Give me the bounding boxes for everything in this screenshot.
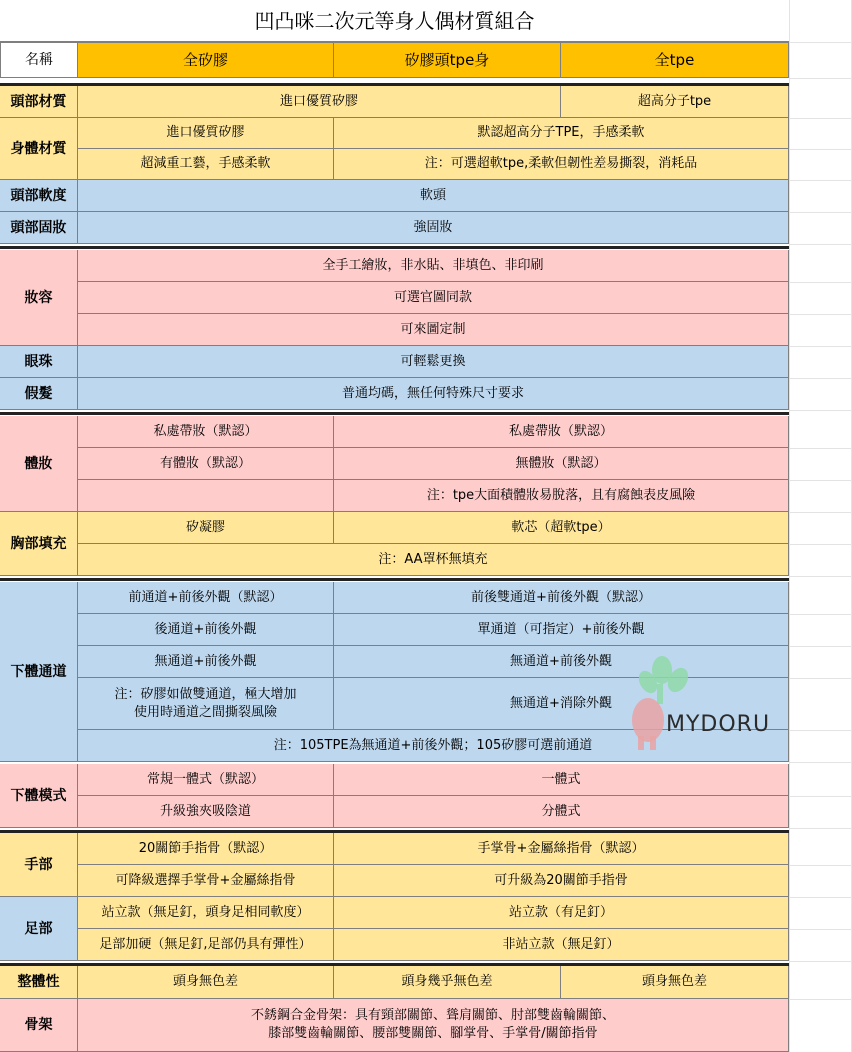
feet-r1a: 站立款（無足釘，頭身足相同軟度）	[78, 897, 334, 929]
sheet-grid-line	[789, 244, 852, 245]
sheet-grid-line	[789, 730, 852, 731]
label-head-makeup-fix: 頭部固妝	[0, 212, 78, 244]
chest-tpe: 軟芯（超軟tpe）	[334, 512, 789, 544]
lower-channel-note: 注：105TPE為無通道+前後外觀；105矽膠可選前通道	[78, 730, 789, 762]
sheet-grid-line	[789, 929, 852, 930]
makeup-r3: 可來圖定制	[78, 314, 789, 346]
body-material-r2b: 注：可選超軟tpe,柔軟但韌性差易撕裂，消耗品	[334, 149, 789, 180]
label-lower-channel: 下體通道	[0, 582, 78, 762]
section-divider	[0, 578, 789, 581]
eyes-value: 可輕鬆更換	[78, 346, 789, 378]
sheet-grid-line	[789, 314, 852, 315]
lower-channel-r4a-line2: 使用時通道之間撕裂風險	[133, 704, 277, 720]
lower-mode-r2a: 升級強夾吸陰道	[78, 796, 334, 828]
skeleton-line2: 膝部雙齒輪關節、腰部雙關節、腳掌骨、手掌骨/關節指骨	[268, 1026, 598, 1041]
skeleton-line1: 不銹鋼合金骨架：具有頸部關節、聳肩關節、肘部雙齒輪關節、	[250, 1008, 615, 1023]
makeup-r1: 全手工繪妝，非水貼、非填色、非印刷	[78, 250, 789, 282]
lower-channel-r1b: 前後雙通道+前後外觀（默認）	[334, 582, 789, 614]
label-body-material: 身體材質	[0, 118, 78, 180]
mydoru-watermark	[620, 650, 790, 760]
sheet-grid-line	[789, 149, 852, 150]
sheet-grid-line	[789, 897, 852, 898]
label-makeup: 妝容	[0, 250, 78, 346]
sheet-grid-line	[789, 78, 852, 79]
label-feet: 足部	[0, 897, 78, 961]
section-divider	[0, 246, 789, 249]
sheet-grid-line	[789, 410, 852, 411]
sheet-grid-line	[789, 614, 852, 615]
sheet-grid-line	[789, 678, 852, 679]
header-name: 名稱	[0, 42, 78, 78]
lower-mode-r2b: 分體式	[334, 796, 789, 828]
lower-channel-r2b: 單通道（可指定）+前後外觀	[334, 614, 789, 646]
table-title: 凹凸咪二次元等身人偶材質組合	[0, 0, 789, 42]
integrity-c: 頭身無色差	[561, 966, 789, 999]
head-material-silicone: 進口優質矽膠	[78, 86, 561, 118]
sheet-grid-line	[789, 865, 852, 866]
sheet-grid-line	[789, 762, 852, 763]
mydoru-logo-icon	[620, 650, 700, 760]
lower-channel-r4b: 無通道+消除外觀	[334, 678, 789, 730]
lower-channel-r4a	[78, 678, 334, 730]
body-material-r1a: 進口優質矽膠	[78, 118, 334, 149]
header-silicone-head-tpe-body: 矽膠頭tpe身	[334, 42, 561, 78]
sheet-grid-line	[789, 0, 790, 1052]
header-full-silicone: 全矽膠	[78, 42, 334, 78]
label-hands: 手部	[0, 833, 78, 897]
sheet-grid-line	[789, 646, 852, 647]
sheet-grid-line	[789, 828, 852, 829]
body-makeup-r1b: 私處帶妝（默認）	[334, 416, 789, 448]
sheet-grid-line	[789, 512, 852, 513]
hands-r2a: 可降級選擇手掌骨+金屬絲指骨	[78, 865, 334, 897]
label-lower-mode: 下體模式	[0, 764, 78, 828]
sheet-grid-line	[789, 480, 852, 481]
lower-channel-r4a-line1: 注：矽膠如做雙通道，極大增加	[114, 686, 297, 702]
head-softness-value: 軟頭	[78, 180, 789, 212]
hands-r1a: 20關節手指骨（默認）	[78, 833, 334, 865]
label-body-makeup: 體妝	[0, 416, 78, 512]
sheet-grid-line	[789, 961, 852, 962]
makeup-r2: 可選官圖同款	[78, 282, 789, 314]
label-skeleton: 骨架	[0, 999, 78, 1052]
sheet-grid-line	[789, 544, 852, 545]
head-makeup-fix-value: 強固妝	[78, 212, 789, 244]
chest-note: 注：AA罩杯無填充	[78, 544, 789, 576]
section-divider	[0, 412, 789, 415]
body-makeup-r3b: 注：tpe大面積體妝易脫落，且有腐蝕表皮風險	[334, 480, 789, 512]
body-makeup-r1a: 私處帶妝（默認）	[78, 416, 334, 448]
label-chest-filling: 胸部填充	[0, 512, 78, 576]
sheet-grid-line	[789, 378, 852, 379]
feet-r2b: 非站立款（無足釘）	[334, 929, 789, 961]
lower-channel-r3a: 無通道+前後外觀	[78, 646, 334, 678]
mydoru-watermark-text: MYDORU	[666, 712, 771, 737]
header-full-tpe: 全tpe	[561, 42, 789, 78]
body-material-r1b: 默認超高分子TPE，手感柔軟	[334, 118, 789, 149]
sheet-grid-line	[789, 118, 852, 119]
hands-r1b: 手掌骨+金屬絲指骨（默認）	[334, 833, 789, 865]
sheet-grid-line	[789, 282, 852, 283]
sheet-grid-line	[789, 576, 852, 577]
lower-mode-r1a: 常規一體式（默認）	[78, 764, 334, 796]
integrity-b: 頭身幾乎無色差	[334, 966, 561, 999]
label-eyes: 眼珠	[0, 346, 78, 378]
body-makeup-r2b: 無體妝（默認）	[334, 448, 789, 480]
skeleton-value	[78, 999, 789, 1052]
sheet-grid-line	[789, 180, 852, 181]
lower-channel-r2a: 後通道+前後外觀	[78, 614, 334, 646]
sheet-grid-line	[789, 212, 852, 213]
feet-r1b: 站立款（有足釘）	[334, 897, 789, 929]
sheet-grid-line	[789, 346, 852, 347]
chest-silicone: 矽凝膠	[78, 512, 334, 544]
label-head-material: 頭部材質	[0, 86, 78, 118]
feet-r2a: 足部加硬（無足釘,足部仍具有彈性）	[78, 929, 334, 961]
label-integrity: 整體性	[0, 966, 78, 999]
sheet-grid-line	[789, 999, 852, 1000]
body-makeup-r3a	[78, 480, 334, 512]
sheet-grid-line	[789, 42, 852, 43]
body-material-r2a: 超減重工藝，手感柔軟	[78, 149, 334, 180]
lower-channel-r1a: 前通道+前後外觀（默認）	[78, 582, 334, 614]
wig-value: 普通均碼，無任何特殊尺寸要求	[78, 378, 789, 410]
body-makeup-r2a: 有體妝（默認）	[78, 448, 334, 480]
lower-channel-r3b: 無通道+前後外觀	[334, 646, 789, 678]
label-head-softness: 頭部軟度	[0, 180, 78, 212]
hands-r2b: 可升級為20關節手指骨	[334, 865, 789, 897]
label-wig: 假髮	[0, 378, 78, 410]
head-material-tpe: 超高分子tpe	[561, 86, 789, 118]
lower-mode-r1b: 一體式	[334, 764, 789, 796]
sheet-grid-line	[789, 796, 852, 797]
sheet-grid-line	[789, 448, 852, 449]
integrity-a: 頭身無色差	[78, 966, 334, 999]
